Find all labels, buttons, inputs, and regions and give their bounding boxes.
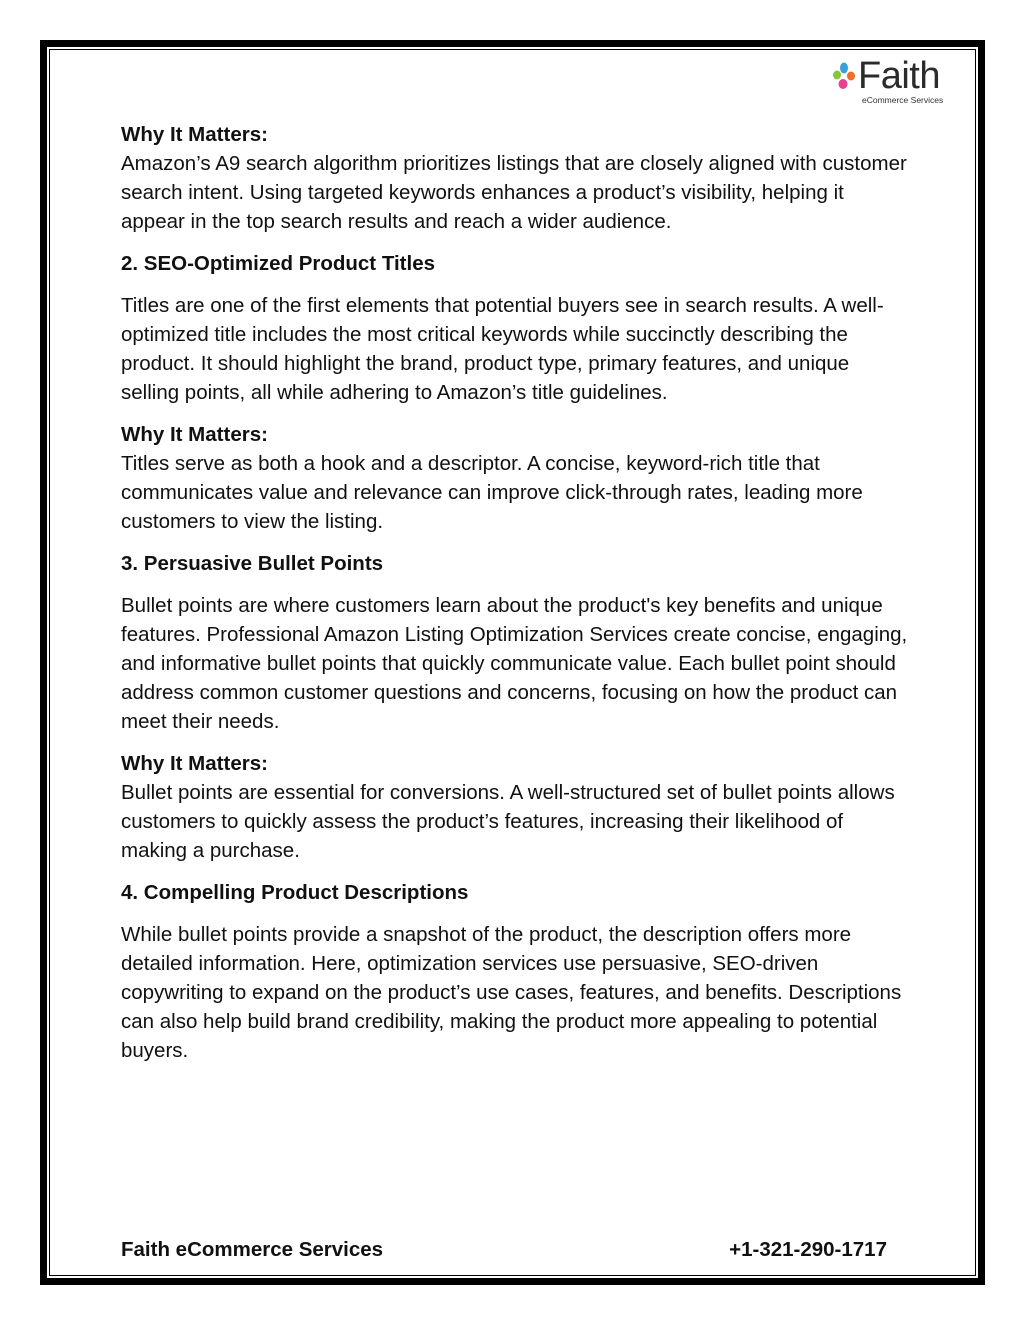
body-paragraph: While bullet points provide a snapshot of the product, the description offers more detailed information. Here, optimization services use persuasive, SEO-driven copywriting to expand on the product’s use cases, features, and benefits. Descriptions can also help build brand credibility, making the product more appealing to potential buyers. (121, 923, 902, 1062)
footer-company-name: Faith eCommerce Services (121, 1238, 384, 1261)
why-it-matters-text: Amazon’s A9 search algorithm prioritizes listings that are closely aligned with customer search intent. Using targeted keywords enhances a product’s visibility, helping it appear in the top search results and reach a wider audience. (121, 152, 907, 233)
document-body (121, 120, 911, 1078)
flower-logo-icon (832, 62, 858, 92)
why-it-matters-block (121, 120, 911, 236)
why-it-matters-label: Why It Matters: (121, 752, 268, 775)
why-it-matters-block (121, 420, 911, 536)
page-footer (121, 1238, 887, 1262)
why-it-matters-label: Why It Matters: (121, 423, 268, 446)
why-it-matters-text: Bullet points are essential for conversions. A well-structured set of bullet points allows customers to quickly assess the product’s features, increasing their likelihood of making a purchase. (121, 781, 895, 862)
body-paragraph: Titles are one of the first elements that potential buyers see in search results. A well-optimized title includes the most critical keywords while succinctly describing the product. It should highlight the brand, product type, primary features, and unique selling points, all while adhering to Amazon’s title guidelines. (121, 294, 884, 404)
section-heading: 4. Compelling Product Descriptions (121, 881, 469, 904)
section-heading: 3. Persuasive Bullet Points (121, 552, 384, 575)
why-it-matters-label: Why It Matters: (121, 123, 268, 146)
why-it-matters-block (121, 749, 911, 865)
why-it-matters-text: Titles serve as both a hook and a descriptor. A concise, keyword-rich title that communicates value and relevance can improve click-through rates, leading more customers to view the listing. (121, 452, 863, 533)
body-paragraph: Bullet points are where customers learn about the product's key benefits and unique features. Professional Amazon Listing Optimization Services create concise, engaging, and informative bullet points that quickly communicate value. Each bullet point should address common customer questions and concerns, focusing on how the product can meet their needs. (121, 594, 908, 733)
footer-phone-number: +1-321-290-1717 (729, 1238, 887, 1261)
logo-wordmark: Faith (858, 55, 940, 97)
section-heading: 2. SEO-Optimized Product Titles (121, 252, 436, 275)
faith-logo (832, 55, 950, 108)
logo-tagline: eCommerce Services (862, 95, 944, 105)
